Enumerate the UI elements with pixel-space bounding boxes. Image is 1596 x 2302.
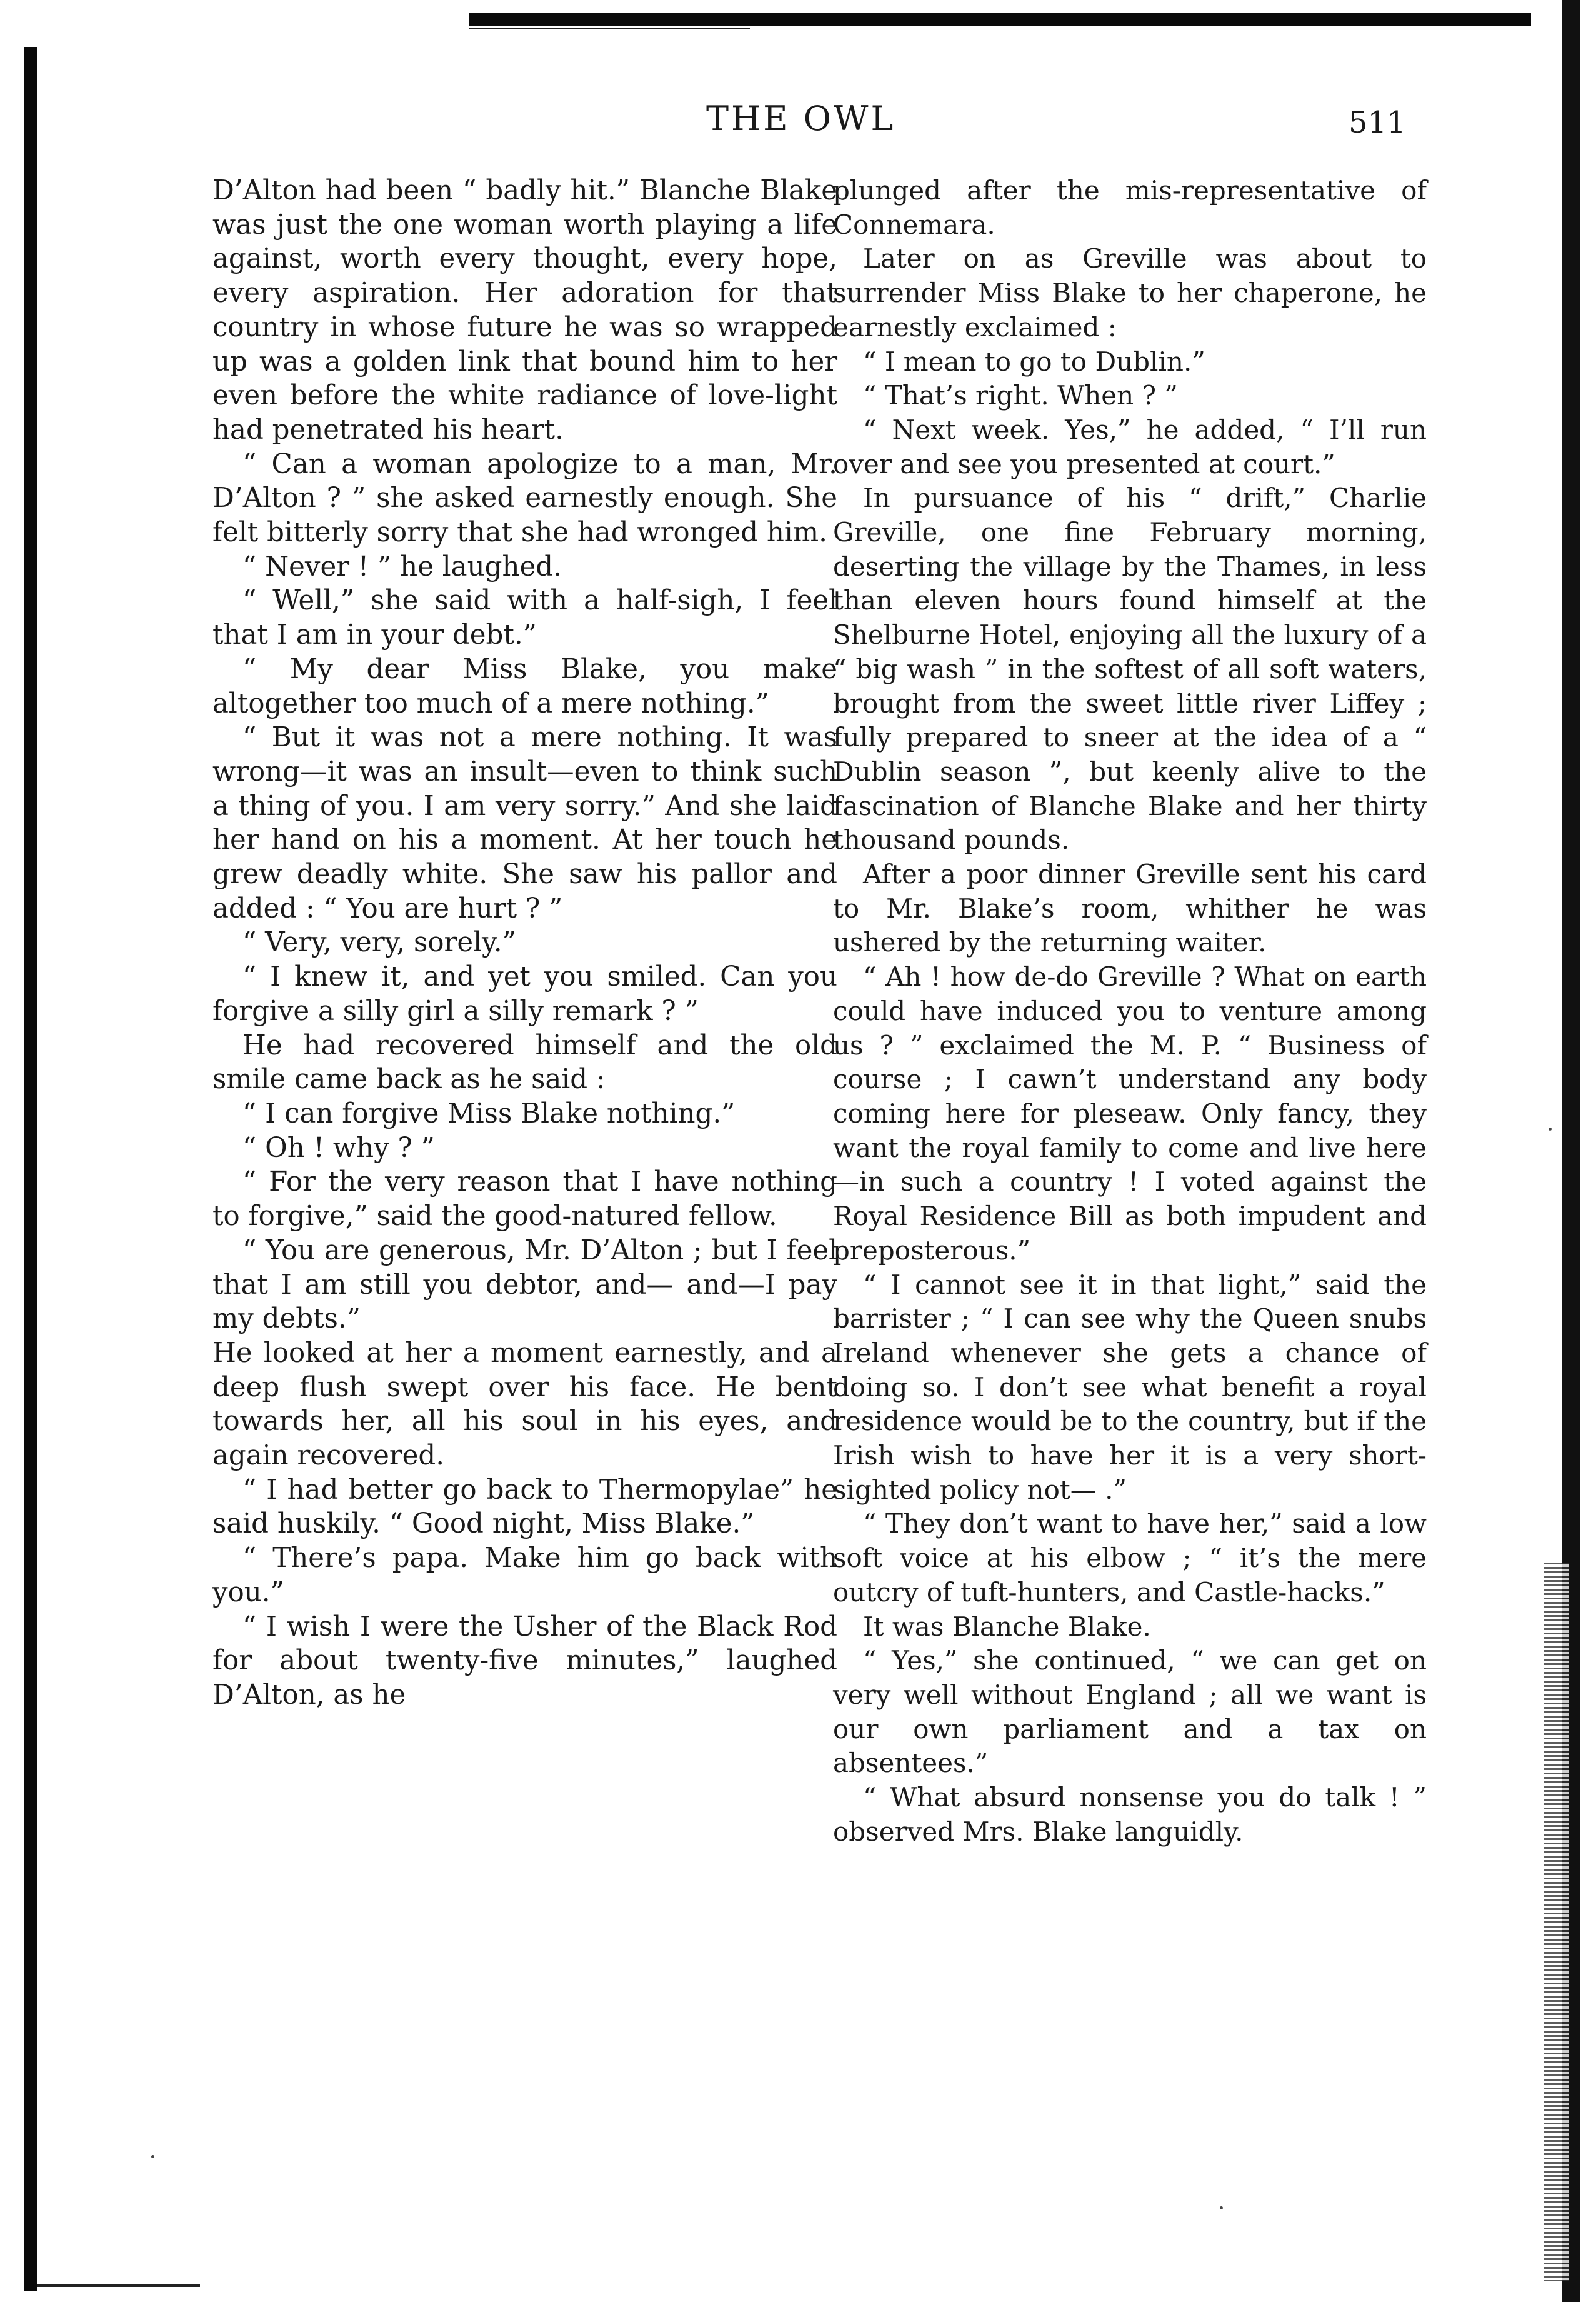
scan-left-foot: [37, 2284, 200, 2287]
paragraph: “ I had better go back to Thermopylae” he said huskily. “ Good night, Miss Blake.”: [212, 1474, 837, 1540]
scan-left-edge: [24, 47, 37, 2291]
scan-top-rule: [469, 13, 1531, 26]
paragraph: “ Very, very, sorely.”: [242, 927, 516, 959]
paragraph: “ I wish I were the Usher of the Black Rod for about twenty-five minutes,” laughed D’Alton, as he: [212, 1611, 837, 1711]
scan-speck: [151, 2155, 154, 2158]
paragraph: “ I cannot see it in that light,” said the barrister ; “ I can see why the Queen snubs Ireland whenever she gets a chance of doing so. I don’t see what benefit a royal residence would be to the country, but if the Irish wish to have her it is a very short-sighted policy not— .”: [833, 1269, 1427, 1505]
scan-speck: [1549, 1128, 1552, 1131]
left-column: [212, 174, 837, 1713]
running-title: THE OWL: [706, 99, 896, 138]
paragraph: “ I can forgive Miss Blake nothing.”: [242, 1098, 736, 1129]
paragraph: After a poor dinner Greville sent his card to Mr. Blake’s room, whither he was ushered by the returning waiter.: [833, 859, 1427, 958]
paragraph: “ Next week. Yes,” he added, “ I’ll run over and see you presented at court.”: [833, 414, 1427, 479]
paragraph: “ There’s papa. Make him go back with you.”: [212, 1543, 837, 1608]
paragraph: He had recovered himself and the old smile came back as he said :: [212, 1029, 837, 1096]
paragraph: D’Alton had been “ badly hit.” Blanche Blake was just the one woman worth playing a life against, worth every thought, every hope, every aspiration. Her adoration for that country in whose future he was so wrapped up was a golden link that bound him to her even before the white radiance of love-light had penetrated his heart.: [212, 175, 837, 446]
paragraph: Later on as Greville was about to surrender Miss Blake to her chaperone, he earnestly exclaimed :: [833, 243, 1427, 343]
scan-top-rule-thin: [469, 28, 750, 29]
page-number: 511: [1349, 105, 1406, 140]
paragraph: “ That’s right. When ? ”: [863, 380, 1178, 411]
scan-right-speckle: [1544, 1563, 1569, 2281]
paragraph: “ I knew it, and yet you smiled. Can you forgive a silly girl a silly remark ? ”: [212, 961, 837, 1027]
paragraph: “ But it was not a mere nothing. It was wrong—it was an insult—even to think such a thing of you. I am very sorry.” And she laid her hand on his a moment. At her touch he grew deadly white. She saw his pallor and added : “ You are hurt ? ”: [212, 722, 837, 924]
paragraph: It was Blanche Blake.: [863, 1611, 1151, 1642]
paragraph: “ Never ! ” he laughed.: [242, 551, 562, 583]
right-column: [833, 174, 1427, 1849]
paragraph: “ For the very reason that I have nothing to forgive,” said the good-natured fellow.: [212, 1166, 837, 1233]
paragraph: “ They don’t want to have her,” said a low soft voice at his elbow ; “ it’s the mere outcry of tuft-hunters, and Castle-hacks.”: [833, 1508, 1427, 1608]
paragraph: “ Oh ! why ? ”: [242, 1132, 435, 1164]
paragraph: “ Well,” she said with a half-sigh, I feel that I am in your debt.”: [212, 585, 837, 651]
paragraph: “ Can a woman apologize to a man, Mr. D’Alton ? ” she asked earnestly enough. She felt bitterly sorry that she had wronged him.: [212, 448, 837, 549]
paragraph: “ My dear Miss Blake, you make altogether too much of a mere nothing.”: [212, 653, 837, 719]
paragraph: “ Yes,” she continued, “ we can get on very well without England ; all we want is our own parliament and a tax on absentees.”: [833, 1645, 1427, 1779]
paragraph: In pursuance of his “ drift,” Charlie Greville, one fine February morning, deserting the village by the Thames, in less than eleven hours found himself at the Shelburne Hotel, enjoying all the luxury of a “ big wash ” in the softest of all soft waters, brought from the sweet little river Liffey ; fully prepared to sneer at the idea of a “ Dublin season ”, but keenly alive to the fascination of Blanche Blake and her thirty thousand pounds.: [833, 483, 1427, 856]
paragraph: “ You are generous, Mr. D’Alton ; but I feel that I am still you debtor, and— and—I pay my debts.”: [212, 1234, 837, 1335]
paragraph: He looked at her a moment earnestly, and a deep flush swept over his face. He bent towards her, all his soul in his eyes, and again recovered.: [212, 1337, 837, 1472]
scan-speck: [1220, 2206, 1223, 2209]
paragraph: “ What absurd nonsense you do talk ! ” observed Mrs. Blake languidly.: [833, 1782, 1427, 1847]
paragraph: “ Ah ! how de-do Greville ? What on earth could have induced you to venture among us ? ” exclaimed the M. P. “ Business of course ; I cawn’t understand any body coming here for pleseaw. Only fancy, they want the royal family to come and live here—in such a country ! I voted against the Royal Residence Bill as both impudent and preposterous.”: [833, 961, 1427, 1266]
paragraph: plunged after the mis-representative of Connemara.: [833, 175, 1427, 240]
paragraph: “ I mean to go to Dublin.”: [863, 346, 1205, 377]
